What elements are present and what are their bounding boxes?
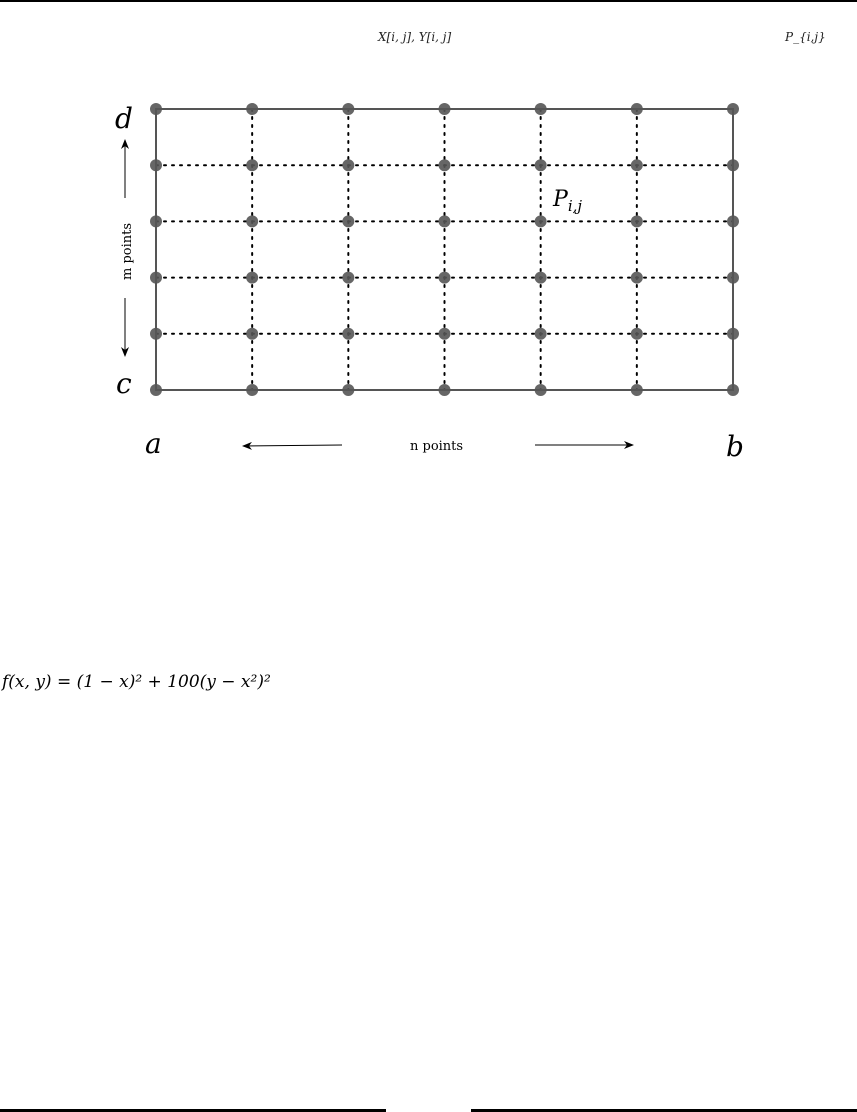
grid-point (727, 159, 739, 171)
grid-diagram (0, 0, 857, 480)
header-xy-label: X[i, j], Y[i, j] (378, 30, 452, 44)
grid-point (631, 103, 643, 115)
grid-point (150, 215, 162, 227)
grid-point (342, 328, 354, 340)
grid-point (150, 159, 162, 171)
grid-point (342, 272, 354, 284)
grid-point (246, 328, 258, 340)
grid-point (439, 328, 451, 340)
grid-point (439, 215, 451, 227)
rosenbrock-formula: f(x, y) = (1 − x)² + 100(y − x²)² (2, 672, 271, 692)
grid-point-pij (535, 272, 547, 284)
grid-point (631, 328, 643, 340)
grid-point (150, 272, 162, 284)
grid-point (727, 384, 739, 396)
grid-lines (156, 109, 733, 390)
grid-point (535, 215, 547, 227)
grid-point (439, 103, 451, 115)
grid-point (535, 103, 547, 115)
grid-point (150, 328, 162, 340)
grid-point (631, 215, 643, 227)
n-points-label: n points (410, 439, 464, 454)
grid-point (246, 272, 258, 284)
grid-point (727, 215, 739, 227)
grid-point (439, 159, 451, 171)
grid-point (631, 272, 643, 284)
point-label-p: P (553, 187, 568, 212)
header-pij-label: P_{i,j} (785, 30, 826, 44)
grid-point (727, 328, 739, 340)
grid-point (342, 384, 354, 396)
grid-point (631, 384, 643, 396)
n-points-left-arrow (243, 445, 342, 446)
grid-point (246, 103, 258, 115)
corner-label-d: d (115, 102, 133, 135)
grid-point (246, 215, 258, 227)
grid-point (150, 384, 162, 396)
m-points-label: m points (120, 222, 135, 280)
grid-point (342, 103, 354, 115)
grid-point (246, 159, 258, 171)
grid-point (342, 159, 354, 171)
point-label-pij (552, 187, 582, 215)
corner-label-b: b (726, 430, 744, 463)
grid-point (150, 103, 162, 115)
grid-points (150, 103, 739, 396)
corner-label-a: a (145, 427, 162, 460)
grid-point (727, 103, 739, 115)
grid-point (439, 384, 451, 396)
point-label-subscript: i,j (567, 197, 583, 215)
grid-point (535, 384, 547, 396)
grid-point (342, 215, 354, 227)
grid-point (246, 384, 258, 396)
grid-point (439, 272, 451, 284)
corner-label-c: c (116, 367, 132, 400)
grid-point (535, 328, 547, 340)
grid-point (631, 159, 643, 171)
grid-point (535, 159, 547, 171)
grid-point (727, 272, 739, 284)
